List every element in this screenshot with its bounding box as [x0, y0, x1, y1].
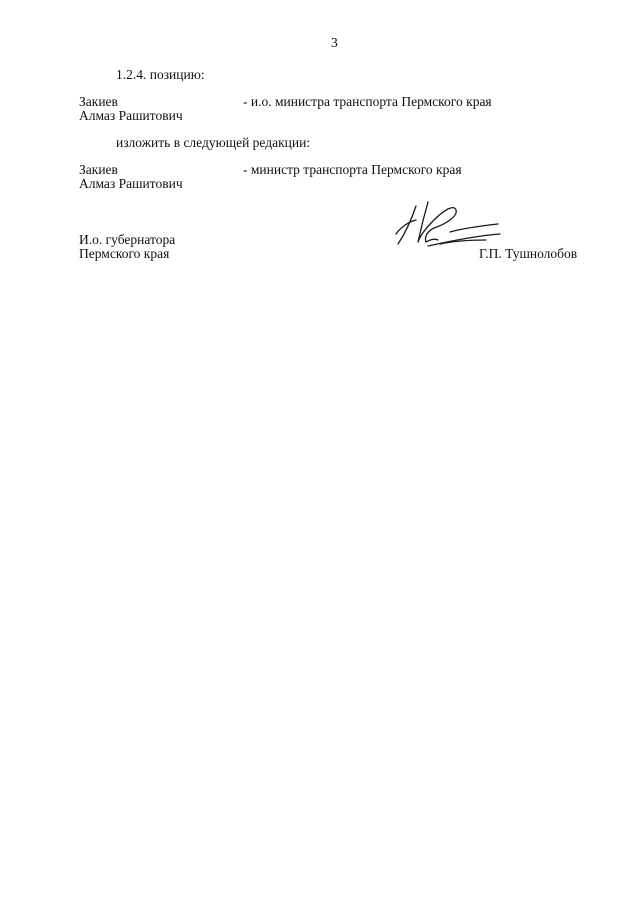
signatory-name: Г.П. Тушнолобов: [479, 246, 578, 261]
new-entry-given-names: Алмаз Рашитович: [79, 176, 183, 191]
old-entry-position: - и.о. министра транспорта Пермского края: [243, 94, 492, 109]
page-number: 3: [331, 35, 338, 50]
clause-intro: 1.2.4. позицию:: [116, 67, 205, 82]
signatory-title-line-1: И.о. губернатора: [79, 232, 176, 247]
old-entry-surname: Закиев: [79, 94, 118, 109]
old-entry-given-names: Алмаз Рашитович: [79, 108, 183, 123]
new-entry-position: - министр транспорта Пермского края: [243, 162, 462, 177]
new-entry-surname: Закиев: [79, 162, 118, 177]
signatory-title-line-2: Пермского края: [79, 246, 170, 261]
instruction-text: изложить в следующей редакции:: [116, 135, 311, 150]
